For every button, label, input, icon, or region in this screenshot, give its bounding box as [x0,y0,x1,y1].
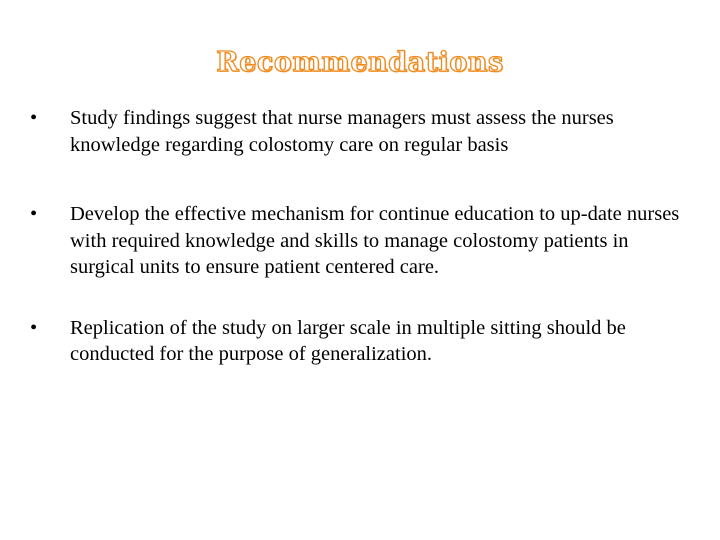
slide-title: Recommendations [216,47,504,78]
bullet-text: Develop the effective mechanism for continue education to up-date nurses with required knowledge and skills to manage colostomy patients in surgical units to ensure patient centered care. [70,203,680,278]
bullet-item [30,105,680,158]
bullet-item [30,315,680,368]
bullet-dot-icon: • [30,107,38,129]
bullet-dot-icon: • [30,203,38,225]
bullet-list [30,100,680,368]
bullet-dot-icon: • [30,316,38,339]
bullet-text: Study findings suggest that nurse managers must assess the nurses knowledge regarding colostomy care on regular basis [70,107,614,156]
bullet-text: Replication of the study on larger scale in multiple sitting should be conducted for the purpose of generalization. [70,316,626,365]
bullet-item [30,201,680,281]
